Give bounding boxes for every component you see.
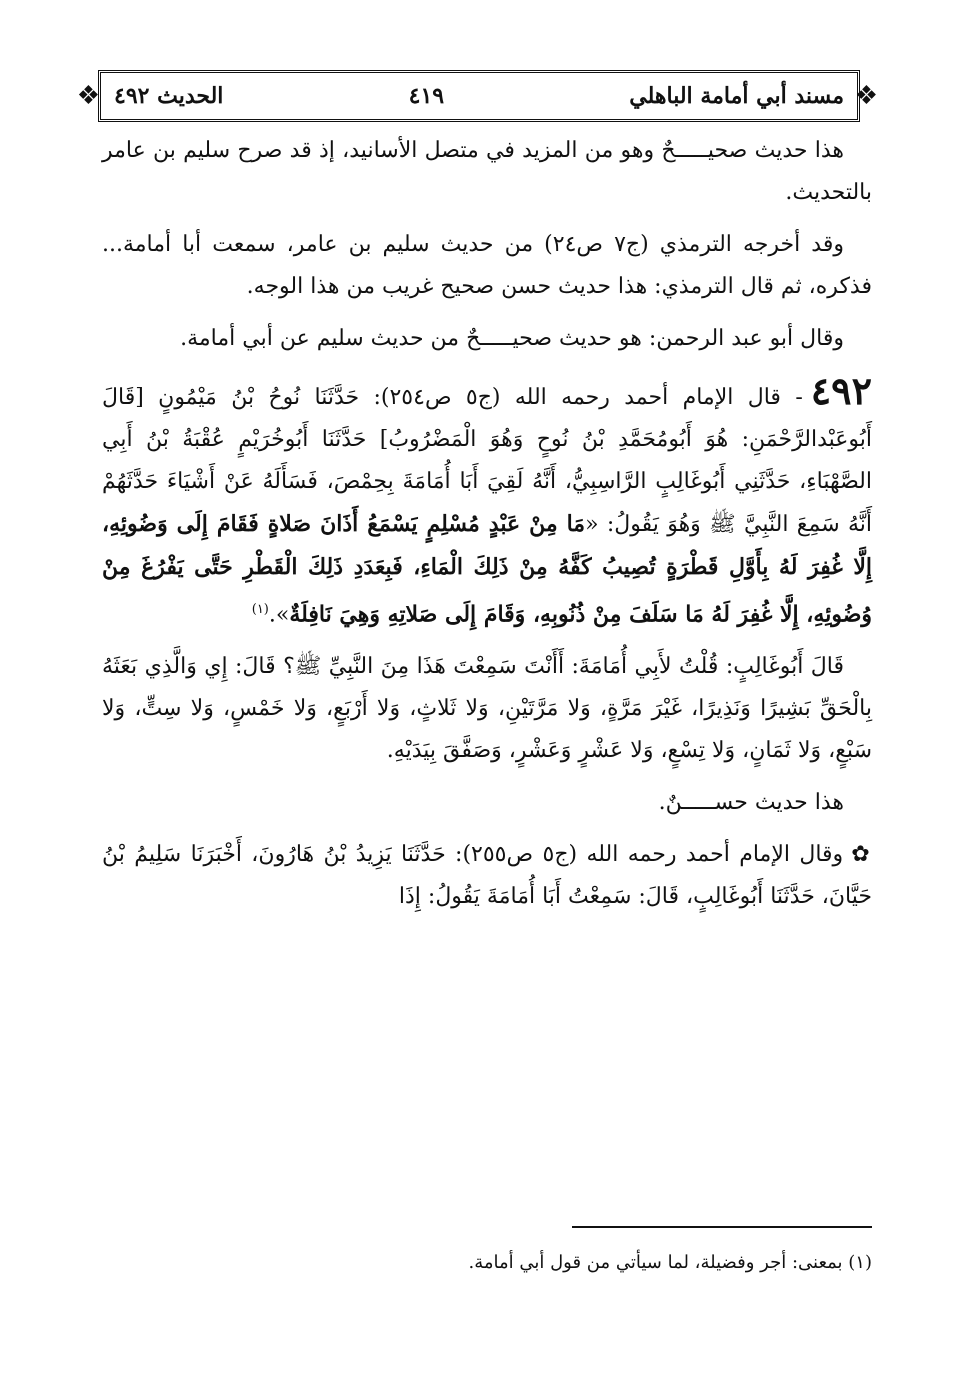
footnote: (١) بمعنى: أجر وفضيلة، لما سيأتي من قول أبي أمامة. [468, 1252, 872, 1273]
hadith-paragraph [102, 370, 872, 636]
hadith-label: الحديث ٤٩٢ [114, 83, 224, 109]
page-body [102, 130, 872, 928]
paragraph-abu-ghalib: قَالَ أَبُوغَالِبٍ: قُلْتُ لأَبِي أُمَامَةَ: أَأَنْتَ سَمِعْتَ هَذَا مِنَ النَّبِيِّ ﷺ؟ قَالَ: إِي وَالَّذِي بَعَثَهُ بِالْحَقِّ بَشِيرًا وَنَذِيرًا، غَيْرَ مَرَّةٍ، وَلا مَرَّتَيْنِ، وَلا ثَلاثٍ، وَلا أَرْبَعٍ، وَلا خَمْسٍ، وَلا سِتٍّ، وَلا سَبْعٍ، وَلا ثَمَانٍ، وَلا تِسْعٍ، وَلا عَشْرٍ وَعَشْرٍ، وَصَفَّقَ بِيَدَيْهِ. [102, 654, 872, 764]
footnote-divider [572, 1226, 872, 1228]
second-narration-text: وقال الإمام أحمد رحمه الله (ج٥ ص٢٥٥): حَدَّثَنَا يَزِيدُ بْنُ هَارُونَ، أَخْبَرَنَا سَلِيمُ بْنُ حَيَّانَ، حَدَّثَنَا أَبُوغَالِبٍ، قَالَ: سَمِعْتُ أَبَا أُمَامَةَ يَقُولُ: إِذَا [102, 842, 872, 910]
paragraph-tirmidhi: وقد أخرجه الترمذي (ج٧ ص٢٤) من حديث سليم بن عامر، سمعت أبا أمامة... فذكره، ثم قال الترمذي: هذا حديث حسن صحيح غريب من هذا الوجه. [102, 232, 872, 299]
ornament-icon: ❖ [854, 81, 878, 111]
hadith-isnad: - قال الإمام أحمد رحمه الله (ج٥ ص٢٥٤): حَدَّثَنَا نُوحُ بْنُ مَيْمُونٍ [قَالَ أَبُوعَبْدالرَّحْمَنِ: هُوَ أَبُومُحَمَّدِ بْنُ نُوحٍ وَهُوَ الْمَضْرُوبُ] حَدَّثَنَا أَبُوخُرَيْمٍ عُقْبَةُ بْنُ أَبِي الصَّهْبَاءِ، حَدَّثَنِي أَبُوغَالِبٍ الرَّاسِبِيُّ، أَنَّهُ لَقِيَ أَبَا أُمَامَةَ بِحِمْصَ، فَسَأَلَهُ عَنْ أَشْيَاءَ حَدَّثَهُمْ أَنَّهُ سَمِعَ النَّبِيَّ ﷺ وَهُوَ يَقُولُ: « [102, 385, 873, 537]
footnote-marker: (١) [251, 602, 269, 617]
paragraph-grading: هذا حديث صحيـــــحٌ وهو من المزيد في متصل الأسانيد، إذ قد صرح سليم بن عامر بالتحديث. [102, 138, 872, 205]
page-number: ٤١٩ [408, 83, 445, 109]
header-row [114, 78, 844, 114]
paragraph-hasan: هذا حديث حســـــنٌ. [658, 790, 844, 816]
hadith-number: ٤٩٢ [810, 368, 872, 413]
page-header [76, 70, 878, 122]
paragraph-second-narration [102, 834, 872, 918]
hadith-end: ». [268, 602, 290, 628]
hadith-matn: مَا مِنْ عَبْدٍ مُسْلِمٍ يَسْمَعُ أَذَانَ صَلاةٍ فَقَامَ إِلَى وَضُوئِهِ، إِلَّا غُفِرَ لَهُ بِأَوَّلِ قَطْرَةٍ تُصِيبُ كَفَّهُ مِنْ ذَلِكَ الْمَاءِ، فَبِعَدَدِ ذَلِكَ الْقَطْرِ حَتَّى يَفْرُغَ مِنْ وُضُوئِهِ، إِلَّا غُفِرَ لَهُ مَا سَلَفَ مِنْ ذُنُوبِهِ، وَقَامَ إِلَى صَلاتِهِ وَهِيَ نَافِلَةٌ [102, 511, 872, 628]
ornament-icon: ❖ [76, 81, 100, 111]
paragraph-abu-abdulrahman: وقال أبو عبد الرحمن: هو حديث صحيـــــحٌ من حديث سليم عن أبي أمامة. [180, 326, 844, 351]
flower-icon: ✿ [851, 842, 873, 868]
book-title: مسند أبي أمامة الباهلي [629, 83, 844, 109]
